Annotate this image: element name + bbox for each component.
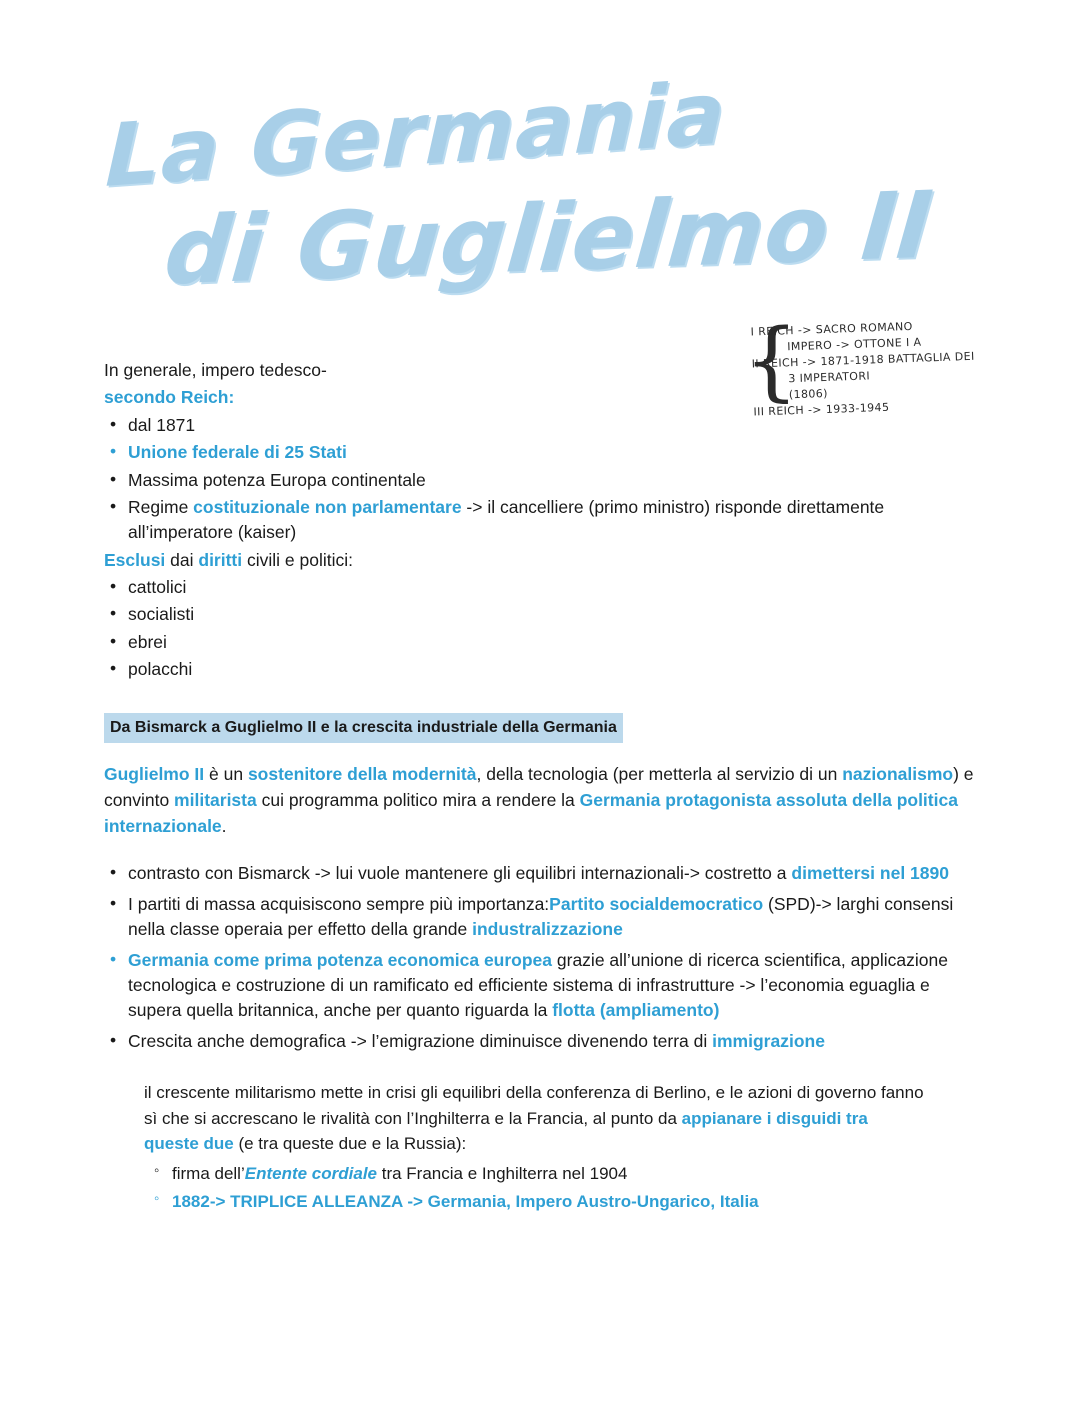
section-intro-paragraph [104,761,984,840]
bullet-part: Crescita anche demografica -> l’emigrazione diminuisce divenendo terra di [128,1030,713,1051]
section-bullet-list [104,861,984,1054]
note-row-1: I REICH -> SACRO ROMANO [750,319,913,339]
bullet-part-blue: flotta (ampliamento) [552,1000,720,1021]
note-row-2c: (1806) [788,386,829,402]
title-line-1: La Germania [104,63,728,207]
sub-part: firma dell’ [172,1163,245,1183]
entente-cordiale-label: Entente cordiale [244,1163,378,1183]
regime-blue: costituzionale non parlamentare [193,496,462,517]
bullet-part: contrasto con Bismarck -> lui vuole mantenere gli equilibri internazionali-> costretto a [128,863,792,884]
esclusi-line [104,548,984,573]
bullet-part: grazie all’unione di ricerca scientifica, applicazione tecnologica e costruzione di un ramificato ed efficiente sistema di infrastrutture -> l’economia eguaglia e supera quella britannica, anche per quanto riguarda la [128,949,948,1021]
para-text-3: sostenitore della modernità [247,763,477,784]
triplice-alleanza-label: 1882-> TRIPLICE ALLEANZA -> Germania, Impero Austro-Ungarico, Italia [172,1192,759,1212]
bullet-text: ebrei [128,631,167,652]
section-heading: Da Bismarck a Guglielmo II e la crescita industriale della Germania [104,713,623,743]
note-row-3: III REICH -> 1933-1945 [753,400,890,419]
list-item [104,602,984,627]
closing-text-blue: appianare i disguidi tra queste due [144,1108,868,1154]
list-item-regime [104,495,984,546]
bullet-part-blue: Partito socialdemocratico [549,893,764,914]
sub-part: tra Francia e Inghilterra nel 1904 [377,1163,628,1183]
intro-bullet-list [104,413,984,546]
bullet-part-blue: industralizzazione [472,919,623,940]
intro-line-text: In generale, impero tedesco- [104,360,327,380]
note-row-2: II REICH -> 1871-1918 BATTAGLIA DEI [751,349,975,371]
intro-line-blue [104,385,984,410]
intro-line [104,358,984,383]
list-item [104,948,984,1024]
para-text-7: militarista [174,789,257,810]
list-item [104,575,984,600]
closing-text-1: il crescente militarismo mette in crisi gli equilibri della conferenza di Berlino, e le azioni di governo fanno sì che si accrescano le rivalità con l’Inghilterra e la Francia, al punto da [144,1083,924,1128]
closing-text-3: (e tra queste due e la Russia): [233,1134,467,1154]
title-line-2: di Guglielmo II [160,171,938,306]
list-item [104,861,984,886]
para-text-9: Germania protagonista assoluta della politica internazionale [104,789,958,837]
para-text-4: , della tecnologia (per metterla al servizio di un [476,763,843,784]
list-item [104,468,984,493]
para-text-8: cui programma politico mira a rendere la [256,789,580,810]
note-row-1b: IMPERO -> OTTONE I A [786,335,922,354]
closing-block [144,1080,924,1215]
bullet-part-blue: immigrazione [712,1030,825,1051]
para-text-10: . [221,816,227,837]
bullet-part: (SPD)-> larghi consensi nella classe operaia per effetto della grande [128,893,954,940]
esclusi-word: Esclusi [104,549,166,570]
secondo-reich-label: secondo Reich: [104,387,235,408]
bullet-part: I partiti di massa acquisiscono sempre più importanza: [128,893,550,914]
list-item [104,413,984,438]
bullet-text: cattolici [128,577,187,597]
handwritten-brace: { [744,311,799,411]
list-item [104,630,984,655]
bullet-text: dal 1871 [128,414,196,435]
closing-sub-list [144,1161,924,1215]
para-text-6: ) e convinto [104,763,974,810]
esclusi-mid: dai [165,549,199,570]
para-text-5: nazionalismo [842,763,954,784]
bullet-text: Massima potenza Europa continentale [128,469,426,490]
bullet-part-blue: dimettersi nel 1890 [791,863,949,884]
guglielmo-ii-label: Guglielmo II [104,763,205,784]
list-item [144,1189,924,1215]
bullet-text: socialisti [128,604,195,625]
esclusi-end: civili e politici: [242,549,353,570]
list-item [104,1029,984,1054]
note-row-2b: 3 IMPERATORI [788,369,871,386]
list-item [144,1161,924,1187]
bullet-part-blue: Germania come prima potenza economica europea [128,949,553,970]
regime-post: -> il cancelliere (primo ministro) risponde direttamente all’imperatore (kaiser) [128,496,885,543]
para-text-2: è un [204,763,248,784]
closing-paragraph [144,1080,924,1157]
document-body [104,358,984,1218]
bullet-text: polacchi [128,659,193,680]
bullet-text-blue: Unione federale di 25 Stati [128,442,347,463]
regime-pre: Regime [128,496,194,517]
list-item [104,892,984,943]
list-item [104,657,984,682]
diritti-word: diritti [198,549,243,570]
list-item [104,440,984,465]
esclusi-list [104,575,984,683]
